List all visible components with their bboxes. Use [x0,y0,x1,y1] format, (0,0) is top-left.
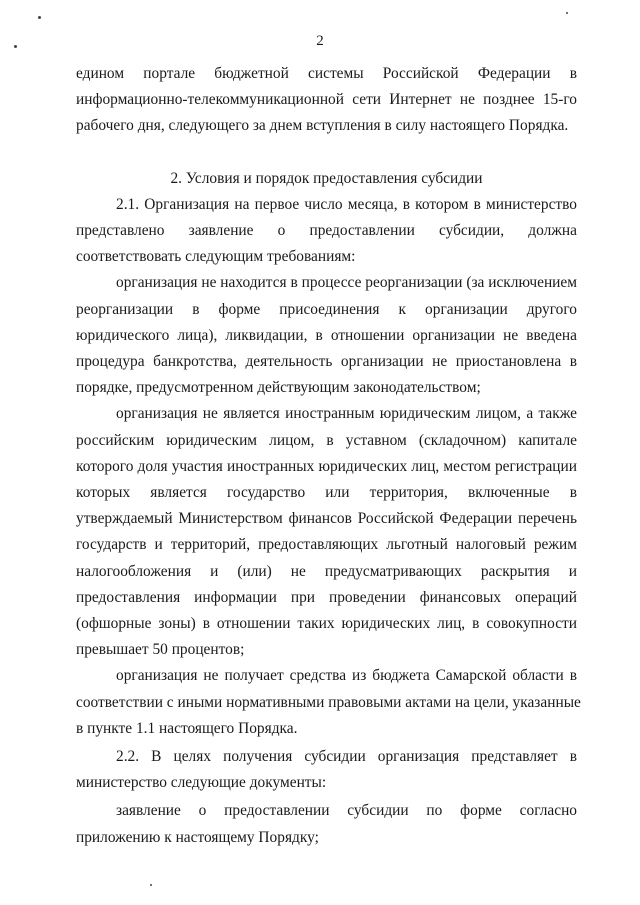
text-line: организация не является иностранным юридическим лицом, а также [116,405,577,423]
text-line: утверждаемый Министерством финансов Российской Федерации перечень [76,510,577,528]
text-line: государств и территорий, предоставляющих льготный налоговый режим [76,536,577,554]
text-line: министерство следующие документы: [76,774,327,792]
text-line: которого доля участия иностранных юридических лиц, местом регистрации [76,457,577,475]
document-body [76,61,581,851]
text-line: процедура банкротства, деятельность организации не приостановлена в [76,353,577,371]
text-line: юридического лица), ликвидации, в отношении организации не введена [76,326,577,344]
document-application [76,798,577,850]
text-line: приложению к настоящему Порядку; [76,828,319,846]
requirement-reorganization [76,270,577,401]
text-line: в пункте 1.1 настоящего Порядка. [76,719,298,737]
paragraph-2-2 [76,744,577,796]
page-number: 2 [316,33,324,49]
text-line: 2.2. В целях получения субсидии организация представляет в [116,748,577,766]
text-line: организация не находится в процессе реорганизации (за исключением [116,274,577,292]
text-line: рабочего дня, следующего за днем вступления в силу настоящего Порядка. [76,117,569,135]
scan-speck [38,16,41,19]
scan-speck [566,12,568,14]
text-line: превышает 50 процентов; [76,641,245,659]
text-line: которых является государство или территория, включенные в [76,484,577,502]
requirement-budget-funds [76,663,581,742]
text-line: 2.1. Организация на первое число месяца, в котором в министерство [116,195,577,213]
section-heading: 2. Условия и порядок предоставления субсидии [170,169,483,187]
text-line: российским юридическим лицом, в уставном (складочном) капитале [76,431,577,449]
text-line: реорганизации в форме присоединения к организации другого [76,300,577,318]
text-line: представлено заявление о предоставлении субсидии, должна [76,222,577,240]
requirement-foreign-entity [76,401,577,663]
text-line: едином порталe бюджетной системы Российской Федерации в [76,65,577,82]
intro-paragraph [76,61,577,140]
text-line: налогообложения и (или) не предусматривающих раскрытия и [76,562,577,580]
paragraph-2-1 [76,192,577,271]
text-line: заявление о предоставлении субсидии по форме согласно [116,802,577,820]
text-line: соответствии с иными нормативными правовыми актами на цели, указанные [76,693,581,711]
text-line: порядке, предусмотренном действующим законодательством; [76,379,481,397]
text-line: информационно-телекоммуникационной сети Интернет не позднее 15-го [76,91,577,109]
text-line: организация не получает средства из бюджета Самарской области в [116,667,577,685]
text-line: (офшорные зоны) в отношении таких юридических лиц, в совокупности [76,615,577,633]
text-line: предоставления информации при проведении финансовых операций [76,588,577,606]
scan-speck [150,884,152,886]
text-line: соответствовать следующим требованиям: [76,248,356,266]
